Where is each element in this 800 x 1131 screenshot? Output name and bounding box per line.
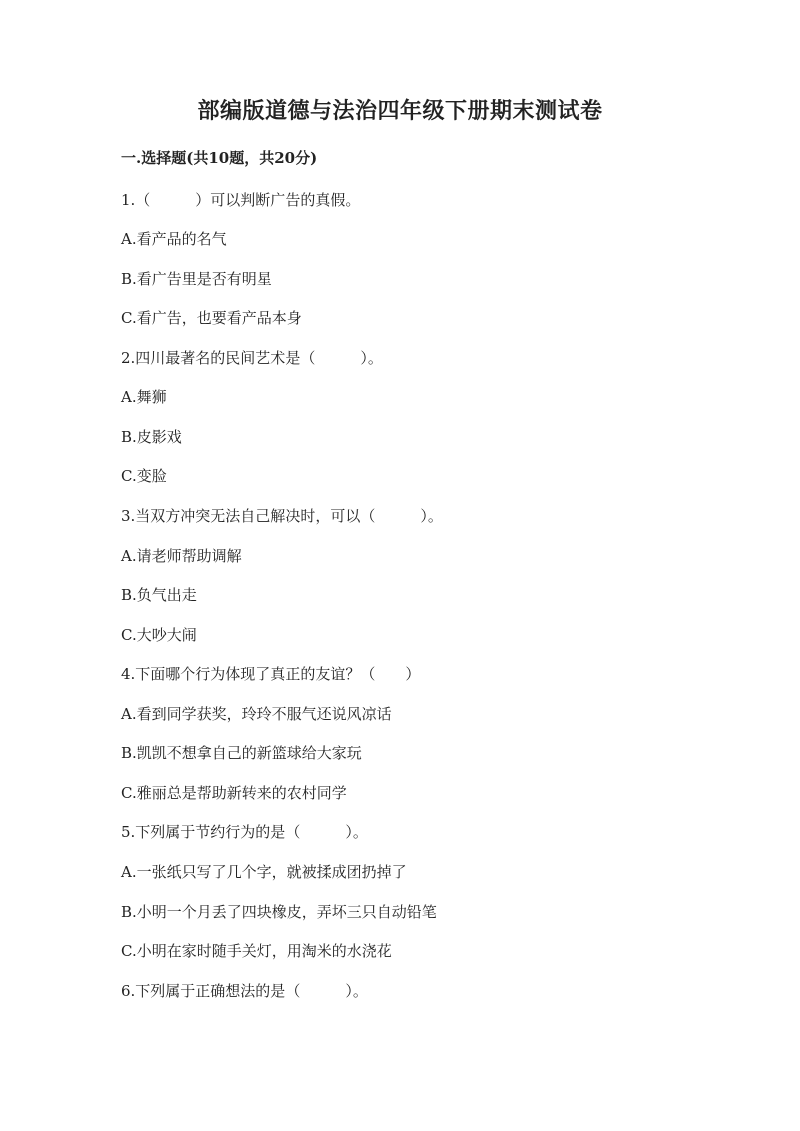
q3-option-b: B.负气出走: [121, 586, 197, 604]
q1-option-a: A.看产品的名气: [121, 230, 227, 248]
q4-option-b: B.凯凯不想拿自己的新篮球给大家玩: [121, 744, 362, 762]
question-6: 6.下列属于正确想法的是（ ）。: [121, 982, 368, 1000]
question-4: 4.下面哪个行为体现了真正的友谊？（ ）: [121, 665, 421, 683]
q4-option-c: C.雅丽总是帮助新转来的农村同学: [121, 784, 347, 802]
q5-option-b: B.小明一个月丢了四块橡皮，弄坏三只自动铅笔: [121, 903, 437, 921]
q3-option-a: A.请老师帮助调解: [121, 547, 242, 565]
question-2: 2.四川最著名的民间艺术是（ ）。: [121, 349, 383, 367]
question-3: 3.当双方冲突无法自己解决时，可以（ ）。: [121, 507, 443, 525]
q5-option-c: C.小明在家时随手关灯，用淘米的水浇花: [121, 942, 392, 960]
q1-option-c: C.看广告，也要看产品本身: [121, 309, 302, 327]
section-heading: 一.选择题(共10题，共20分): [121, 149, 318, 167]
q3-option-c: C.大吵大闹: [121, 626, 197, 644]
q2-option-a: A.舞狮: [121, 388, 167, 406]
q2-option-b: B.皮影戏: [121, 428, 182, 446]
document-title: 部编版道德与法治四年级下册期末测试卷: [197, 98, 603, 124]
q4-option-a: A.看到同学获奖，玲玲不服气还说风凉话: [121, 705, 392, 723]
question-5: 5.下列属于节约行为的是（ ）。: [121, 823, 368, 841]
question-1: 1.（ ）可以判断广告的真假。: [121, 191, 361, 209]
q1-option-b: B.看广告里是否有明星: [121, 270, 272, 288]
q2-option-c: C.变脸: [121, 467, 167, 485]
q5-option-a: A.一张纸只写了几个字，就被揉成团扔掉了: [121, 863, 407, 881]
